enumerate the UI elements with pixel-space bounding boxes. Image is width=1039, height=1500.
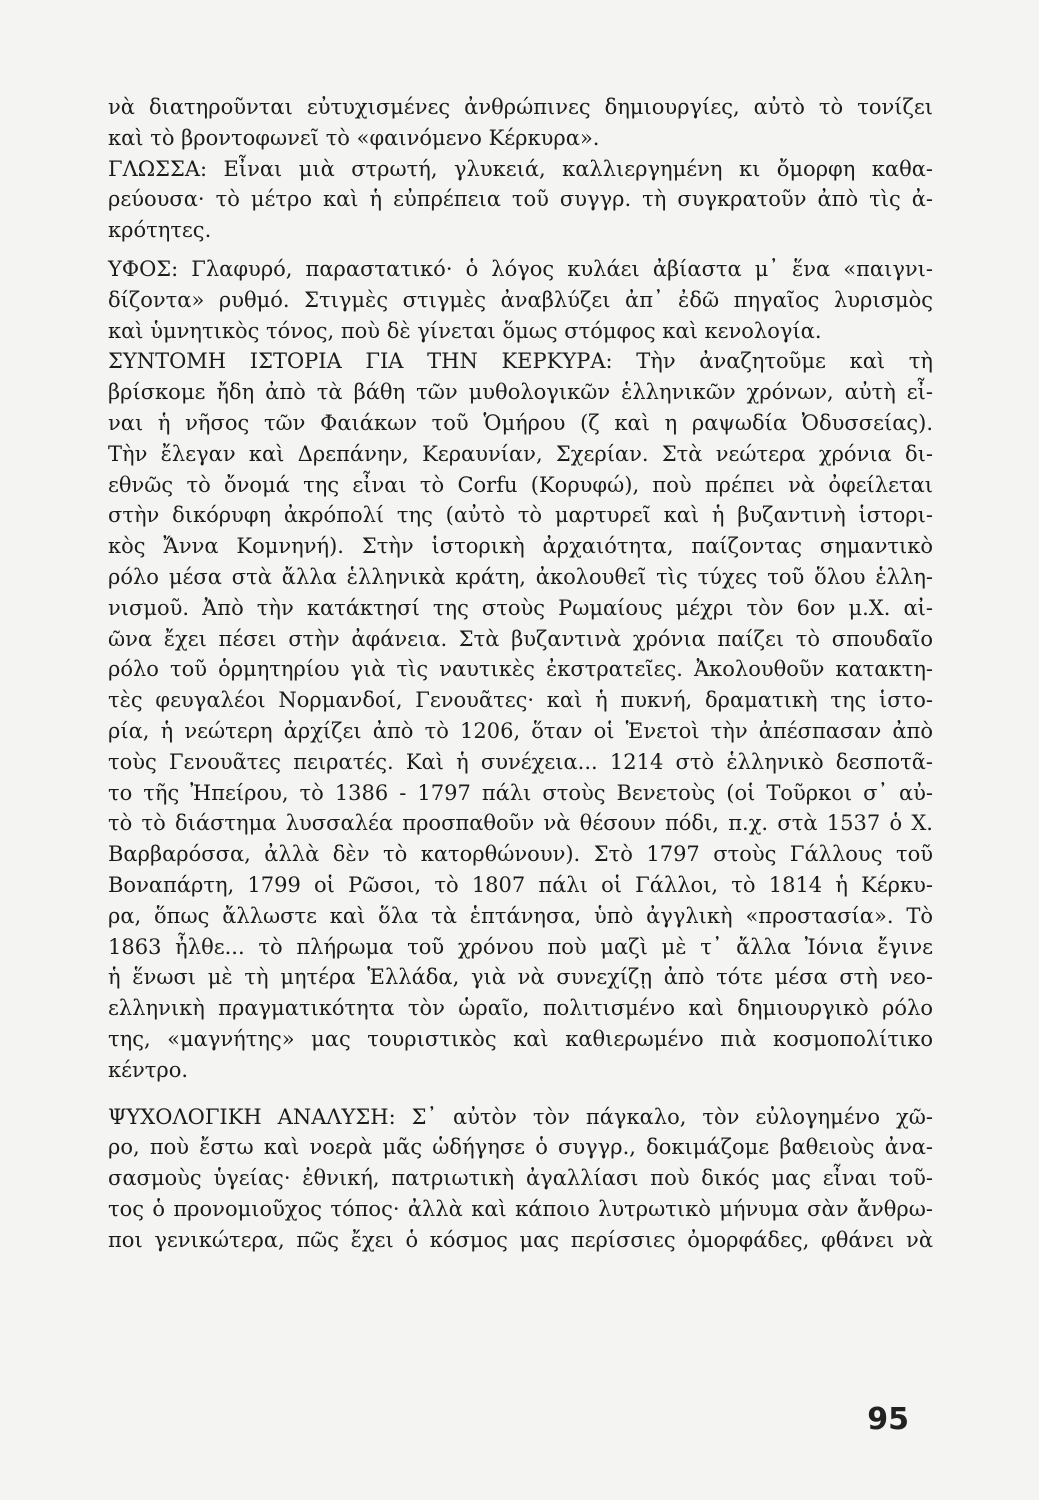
paragraph-gap xyxy=(108,246,933,254)
text-line: ναι ἡ νῆσος τῶν Φαιάκων τοῦ Ὁμήρου (ζ καὶ η ραψωδία Ὀδυσσείας). xyxy=(108,410,933,435)
text-line: Τὴν ἔλεγαν καὶ Δρεπάνην, Κεραυνίαν, Σχερίαν. Στὰ νεώτερα χρόνια δι- xyxy=(108,441,933,466)
text-line: στὴν δικόρυφη ἀκρόπολί της (αὐτὸ τὸ μαρτυρεῖ καὶ ἡ βυζαντινὴ ἱστορι- xyxy=(108,503,933,528)
text-line: ελληνικὴ πραγματικότητα τὸν ὡραῖο, πολιτισμένο καὶ δημιουργικὸ ρόλο xyxy=(108,996,933,1021)
text-line: ῶνα ἔχει πέσει στὴν ἀφάνεια. Στὰ βυζαντινὰ χρόνια παίζει τὸ σπουδαῖο xyxy=(108,626,933,651)
text-line: εθνῶς τὸ ὄνομά της εἶναι τὸ Corfu (Κορυφώ), ποὺ πρέπει νὰ ὀφείλεται xyxy=(108,472,933,497)
text-line: κρότητες. xyxy=(108,218,212,243)
text-line: καὶ τὸ βροντοφωνεῖ τὸ «φαινόμενο Κέρκυρα». xyxy=(108,125,600,150)
text-line: Βαρβαρόσσα, ἀλλὰ δὲν τὸ κατορθώνουν). Στὸ 1797 στοὺς Γάλλους τοῦ xyxy=(108,842,933,867)
text-line: τος ὁ προνομιοῦχος τόπος· ἀλλὰ καὶ κάποιο λυτρωτικὸ μήνυμα σὰν ἄνθρω- xyxy=(108,1196,933,1221)
text-line: της, «μαγνήτης» μας τουριστικὸς καὶ καθιερωμένο πιὰ κοσμοπολίτικο xyxy=(108,1026,933,1051)
text-line: ΓΛΩΣΣΑ: Εἶναι μιὰ στρωτή, γλυκειά, καλλιεργημένη κι ὄμορφη καθα- xyxy=(108,156,933,181)
text-line: ρεύουσα· τὸ μέτρο καὶ ἡ εὐπρέπεια τοῦ συγγρ. τὴ συγκρατοῦν ἀπὸ τὶς ἀ- xyxy=(108,187,933,212)
text-line: ρία, ἡ νεώτερη ἀρχίζει ἀπὸ τὸ 1206, ὅταν οἱ Ἑνετοὶ τὴν ἀπέσπασαν ἀπὸ xyxy=(108,718,933,743)
text-line: ΨΥΧΟΛΟΓΙΚΗ ΑΝΑΛΥΣΗ: Σ᾿ αὐτὸν τὸν πάγκαλο, τὸν εὐλογημένο χῶ- xyxy=(108,1104,933,1129)
paragraph-gap xyxy=(108,1086,933,1102)
text-line: καὶ ὑμνητικὸς τόνος, ποὺ δὲ γίνεται ὅμως στόμφος καὶ κενολογία. xyxy=(108,318,822,343)
text-line: ρόλο τοῦ ὁρμητηρίου γιὰ τὶς ναυτικὲς ἐκστρατεῖες. Ἀκολουθοῦν κατακτη- xyxy=(108,657,933,682)
text-line: ΣΥΝΤΟΜΗ ΙΣΤΟΡΙΑ ΓΙΑ ΤΗΝ ΚΕΡΚΥΡΑ: Τὴν ἀναζητοῦμε καὶ τὴ xyxy=(108,349,933,374)
text-line: Βοναπάρτη, 1799 οἱ Ρῶσοι, τὸ 1807 πάλι οἱ Γάλλοι, τὸ 1814 ἡ Κέρκυ- xyxy=(108,872,933,897)
text-line: τὲς φευγαλέοι Νορμανδοί, Γενουᾶτες· καὶ ἡ πυκνή, δραματικὴ της ἱστο- xyxy=(108,688,933,713)
text-line: τοὺς Γενουᾶτες πειρατές. Καὶ ἡ συνέχεια... 1214 στὸ ἑλληνικὸ δεσποτᾶ- xyxy=(108,749,933,774)
text-line: το τῆς Ἠπείρου, τὸ 1386 - 1797 πάλι στοὺς Βενετοὺς (οἱ Τοῦρκοι σ᾿ αὐ- xyxy=(108,780,933,805)
text-line: κέντρο. xyxy=(108,1057,189,1082)
text-line: δίζοντα» ρυθμό. Στιγμὲς στιγμὲς ἀναβλύζει ἀπ᾿ ἐδῶ πηγαῖος λυρισμὸς xyxy=(108,287,933,312)
text-line: σασμοὺς ὑγείας· ἐθνική, πατριωτικὴ ἀγαλλίασι ποὺ δικός μας εἶναι τοῦ- xyxy=(108,1166,933,1191)
text-line: ΥΦΟΣ: Γλαφυρό, παραστατικό· ὁ λόγος κυλάει ἀβίαστα μ᾿ ἕνα «παιγνι- xyxy=(108,256,933,281)
page-number: 95 xyxy=(867,1402,909,1437)
text-line: ἡ ἕνωσι μὲ τὴ μητέρα Ἑλλάδα, γιὰ νὰ συνεχίζῃ ἀπὸ τότε μέσα στὴ νεο- xyxy=(108,965,933,990)
text-line: βρίσκομε ἤδη ἀπὸ τὰ βάθη τῶν μυθολογικῶν ἑλληνικῶν χρόνων, αὐτὴ εἶ- xyxy=(108,380,933,405)
text-line: νισμοῦ. Ἀπὸ τὴν κατάκτησί της στοὺς Ρωμαίους μέχρι τὸν 6ον μ.Χ. αἰ- xyxy=(108,595,933,620)
text-line: ρο, ποὺ ἔστω καὶ νοερὰ μᾶς ὡδήγησε ὁ συγγρ., δοκιμάζομε βαθειοὺς ἀνα- xyxy=(108,1135,933,1160)
text-line: ρα, ὅπως ἄλλωστε καὶ ὅλα τὰ ἑπτάνησα, ὑπὸ ἀγγλικὴ «προστασία». Τὸ xyxy=(108,903,933,928)
text-line: νὰ διατηροῦνται εὐτυχισμένες ἀνθρώπινες δημιουργίες, αὐτὸ τὸ τονίζει xyxy=(108,95,933,119)
text-line: κὸς Ἄννα Κομνηνή). Στὴν ἱστορικὴ ἀρχαιότητα, παίζοντας σημαντικὸ xyxy=(108,534,933,559)
text-line: τὸ τὸ διάστημα λυσσαλέα προσπαθοῦν νὰ θέσουν πόδι, π.χ. στὰ 1537 ὁ Χ. xyxy=(108,811,933,836)
text-line: 1863 ἦλθε... τὸ πλήρωμα τοῦ χρόνου ποὺ μαζὶ μὲ τ᾿ ἄλλα Ἰόνια ἔγινε xyxy=(108,934,933,959)
text-line: ρόλο μέσα στὰ ἄλλα ἑλληνικὰ κράτη, ἀκολουθεῖ τὶς τύχες τοῦ ὅλου ἑλλη- xyxy=(108,564,933,589)
text-line: ποι γενικώτερα, πῶς ἔχει ὁ κόσμος μας περίσσιες ὀμορφάδες, φθάνει νὰ xyxy=(108,1227,933,1252)
body-text xyxy=(108,92,933,1255)
